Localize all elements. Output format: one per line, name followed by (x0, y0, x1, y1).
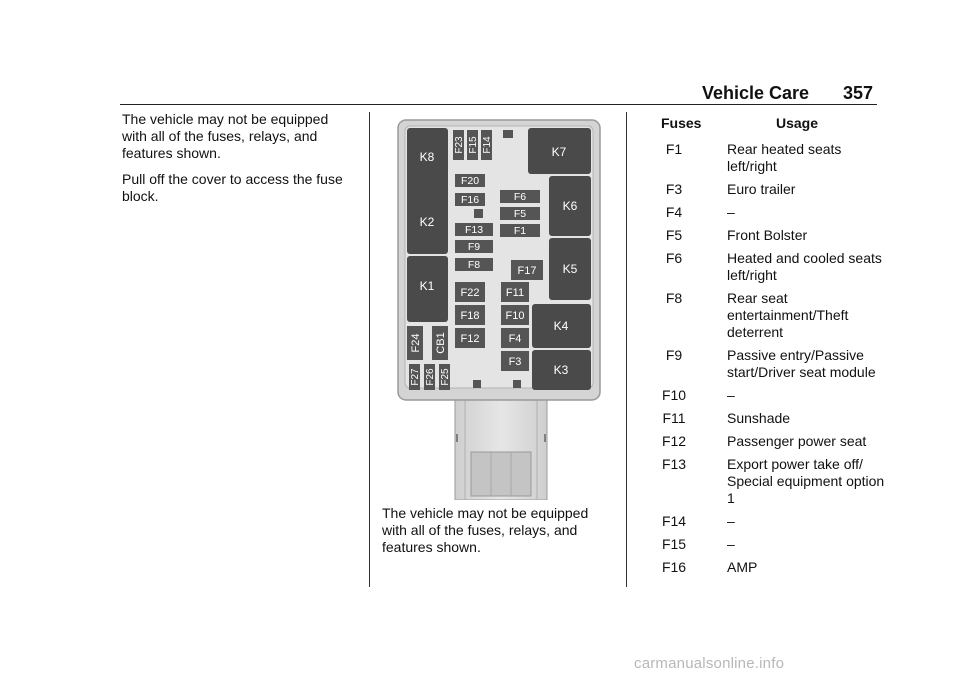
relay-k5 (549, 238, 591, 300)
fuse-f6 (500, 190, 540, 203)
fuse-slot (473, 380, 481, 388)
fuse-usage: Passive entry/Passive start/Driver seat module (727, 347, 876, 380)
fuse-f27 (409, 364, 421, 390)
table-header (640, 115, 890, 141)
fuse-f8 (455, 258, 493, 271)
relay-k4 (532, 304, 591, 348)
fuse-f4 (501, 328, 529, 348)
fuse-f18 (455, 305, 485, 325)
relay-label: K8 (419, 150, 435, 164)
fuse-id: F14 (661, 513, 687, 529)
relay-k2 (407, 192, 448, 254)
fuse-id: F10 (661, 387, 687, 403)
fuse-f1 (500, 224, 540, 237)
header-fuses: Fuses (661, 115, 702, 131)
fuse-id: F9 (665, 347, 683, 363)
relay-k7 (528, 128, 591, 174)
fuse-usage: – (727, 204, 735, 220)
fuse-usage-table (640, 115, 890, 582)
fuse-usage: Passenger power seat (727, 433, 867, 449)
intro-paragraph: Pull off the cover to access the fuse block. (122, 171, 343, 204)
fuse-f3 (501, 351, 529, 371)
fuse-usage: Sunshade (727, 410, 791, 426)
fuse-label: F5 (513, 208, 527, 220)
fuse-id: F13 (661, 456, 687, 472)
fuse-f11 (501, 282, 529, 302)
fuse-label: F16 (460, 194, 480, 206)
fuse-label: F10 (505, 310, 525, 322)
table-row (640, 387, 890, 404)
relay-k1 (407, 256, 448, 322)
fuse-f10 (501, 305, 529, 325)
fuse-label: F9 (467, 241, 481, 253)
header-rule (120, 104, 877, 105)
table-row (640, 456, 890, 507)
header-usage: Usage (776, 115, 819, 131)
fuse-id: F3 (665, 181, 683, 197)
fuse-label: F25 (440, 368, 451, 386)
fuse-usage: Rear heated seats left/right (727, 141, 842, 174)
fuse-label: F14 (482, 136, 493, 154)
fuse-label: F26 (425, 368, 436, 386)
table-row (640, 410, 890, 427)
relay-k8 (407, 128, 448, 198)
fuse-label: F17 (517, 265, 537, 277)
intro-text (122, 111, 356, 214)
table-row (640, 290, 890, 341)
fuse-usage: – (727, 536, 735, 552)
fuse-f12 (455, 328, 485, 348)
fuse-block-diagram (395, 112, 605, 505)
fuse-id: F15 (661, 536, 687, 552)
fuse-block-svg (395, 112, 605, 500)
fuse-f23 (453, 130, 465, 160)
fuse-usage: Front Bolster (727, 227, 808, 243)
figure-caption (382, 505, 614, 556)
fuse-label: F1 (513, 225, 527, 237)
circuit-breaker-cb1 (432, 326, 448, 360)
fuse-label: F15 (468, 136, 479, 154)
fuse-f15 (467, 130, 479, 160)
fuse-id: F5 (665, 227, 683, 243)
fuse-slot (503, 130, 513, 138)
table-row (640, 250, 890, 284)
table-row (640, 559, 890, 576)
fuse-label: F18 (460, 310, 480, 322)
table-row (640, 204, 890, 221)
fuse-usage: Euro trailer (727, 181, 796, 197)
fuse-label: F24 (410, 333, 422, 353)
fuse-usage: Heated and cooled seats left/right (727, 250, 882, 283)
fuse-label: F8 (467, 259, 481, 271)
table-row (640, 141, 890, 175)
fuse-label: F6 (513, 191, 527, 203)
fuse-f16 (455, 193, 485, 206)
fuse-label: F22 (460, 287, 480, 299)
relay-label: K6 (562, 199, 578, 213)
relay-label: K4 (553, 319, 569, 333)
fuse-label: F23 (454, 136, 465, 154)
fuse-usage: – (727, 513, 735, 529)
fuse-f26 (424, 364, 436, 390)
relay-label: K3 (553, 363, 569, 377)
table-body (640, 141, 890, 576)
fuse-f17 (511, 260, 543, 280)
relay-label: K1 (419, 279, 435, 293)
fuse-id: F8 (665, 290, 683, 306)
relay-k3 (532, 350, 591, 390)
watermark: carmanualsonline.info (634, 655, 785, 672)
caption-text: The vehicle may not be equipped with all of the fuses, relays, and features shown. (382, 505, 589, 555)
fuse-f22 (455, 282, 485, 302)
fuse-label: CB1 (435, 332, 447, 354)
table-row (640, 347, 890, 381)
relay-k6 (549, 176, 591, 236)
fuse-id: F12 (661, 433, 687, 449)
fuse-id: F4 (665, 204, 683, 220)
fuse-id: F11 (662, 410, 686, 426)
fuse-slot (474, 209, 483, 218)
section-title: Vehicle Care (702, 83, 810, 103)
fuse-usage: – (727, 387, 735, 403)
fuse-label: F13 (464, 224, 484, 236)
relay-label: K5 (562, 262, 578, 276)
fuse-label: F12 (460, 333, 480, 345)
fuse-id: F1 (665, 141, 683, 157)
table-row (640, 227, 890, 244)
fuse-label: F11 (505, 287, 525, 299)
fuse-id: F16 (661, 559, 687, 575)
intro-paragraph: The vehicle may not be equipped with all of the fuses, relays, and features shown. (122, 111, 329, 161)
table-row (640, 536, 890, 553)
column-divider-left (369, 112, 370, 587)
fuse-f25 (439, 364, 451, 390)
fuse-id: F6 (665, 250, 683, 266)
fuse-f24 (407, 326, 423, 360)
fuse-block-stem (455, 394, 547, 500)
fuse-label: F20 (460, 175, 480, 187)
table-row (640, 181, 890, 198)
relay-label: K2 (419, 215, 435, 229)
fuse-usage: Export power take off/ Special equipment option 1 (727, 456, 885, 506)
table-row (640, 513, 890, 530)
fuse-slot (513, 380, 521, 388)
fuse-f20 (455, 174, 485, 187)
table-row (640, 433, 890, 450)
fuse-usage: AMP (727, 559, 758, 575)
fuse-f9 (455, 240, 493, 253)
column-divider-right (626, 112, 627, 587)
page-number: 357 (843, 83, 874, 103)
fuse-label: F3 (508, 356, 522, 368)
fuse-label: F4 (508, 333, 522, 345)
fuse-f5 (500, 207, 540, 220)
fuse-label: F27 (410, 368, 421, 386)
relay-label: K7 (551, 145, 567, 159)
fuse-usage: Rear seat entertainment/Theft deterrent (727, 290, 849, 340)
fuse-f13 (455, 223, 493, 236)
fuse-f14 (481, 130, 493, 160)
